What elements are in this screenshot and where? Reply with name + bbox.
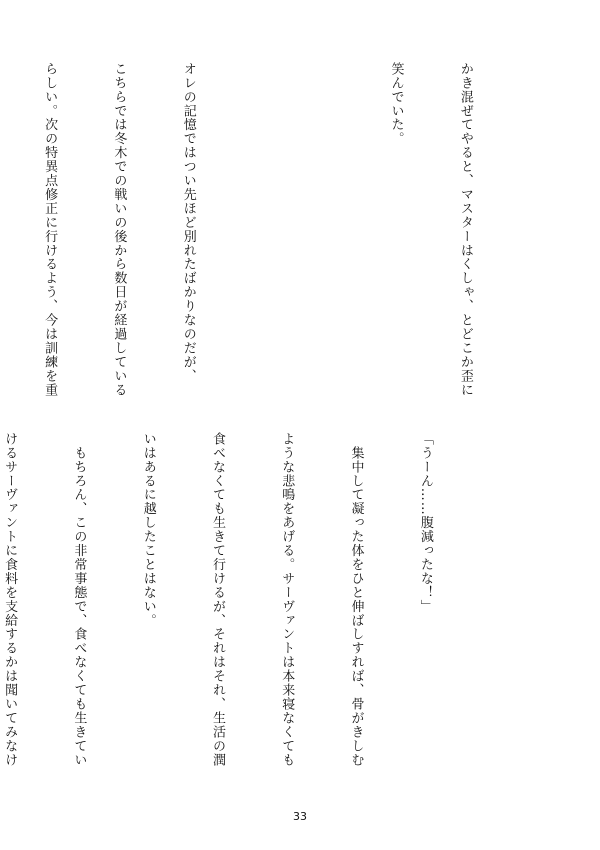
upper-text-block [0,62,523,432]
text-line: 食べなくても生きて行けるが、それはそれ、生活の潤 [209,432,225,767]
text-line: らしい。次の特異点修正に行けるよう、今は訓練を重 [42,62,58,397]
text-line: かき混ぜてやると、マスターはくしゃ、とどこか歪に [457,62,473,397]
text-line: ような悲鳴をあげる。サーヴァントは本来寝なくても [279,432,295,767]
text-line: いはあるに越したことはない。 [140,432,156,628]
page-number: 33 [293,810,307,823]
text-line: 「うーん……腹減ったな！」 [417,432,433,614]
text-line: オレの記憶ではつい先ほど別れたばかりなのだが、 [180,62,196,383]
text-line: 集中して凝った体をひと伸ばしすれば、骨がきしむ [348,432,364,767]
text-line: 笑んでいた。 [388,62,404,146]
lower-text-block [0,432,483,802]
text-line: こちらでは冬木での戦いの後から数日が経過している [111,62,127,397]
text-line: もちろん、この非常事態で、食べなくても生きてい [71,432,87,767]
text-line: けるサーヴァントに食料を支給するかは聞いてみなけ [2,432,18,767]
